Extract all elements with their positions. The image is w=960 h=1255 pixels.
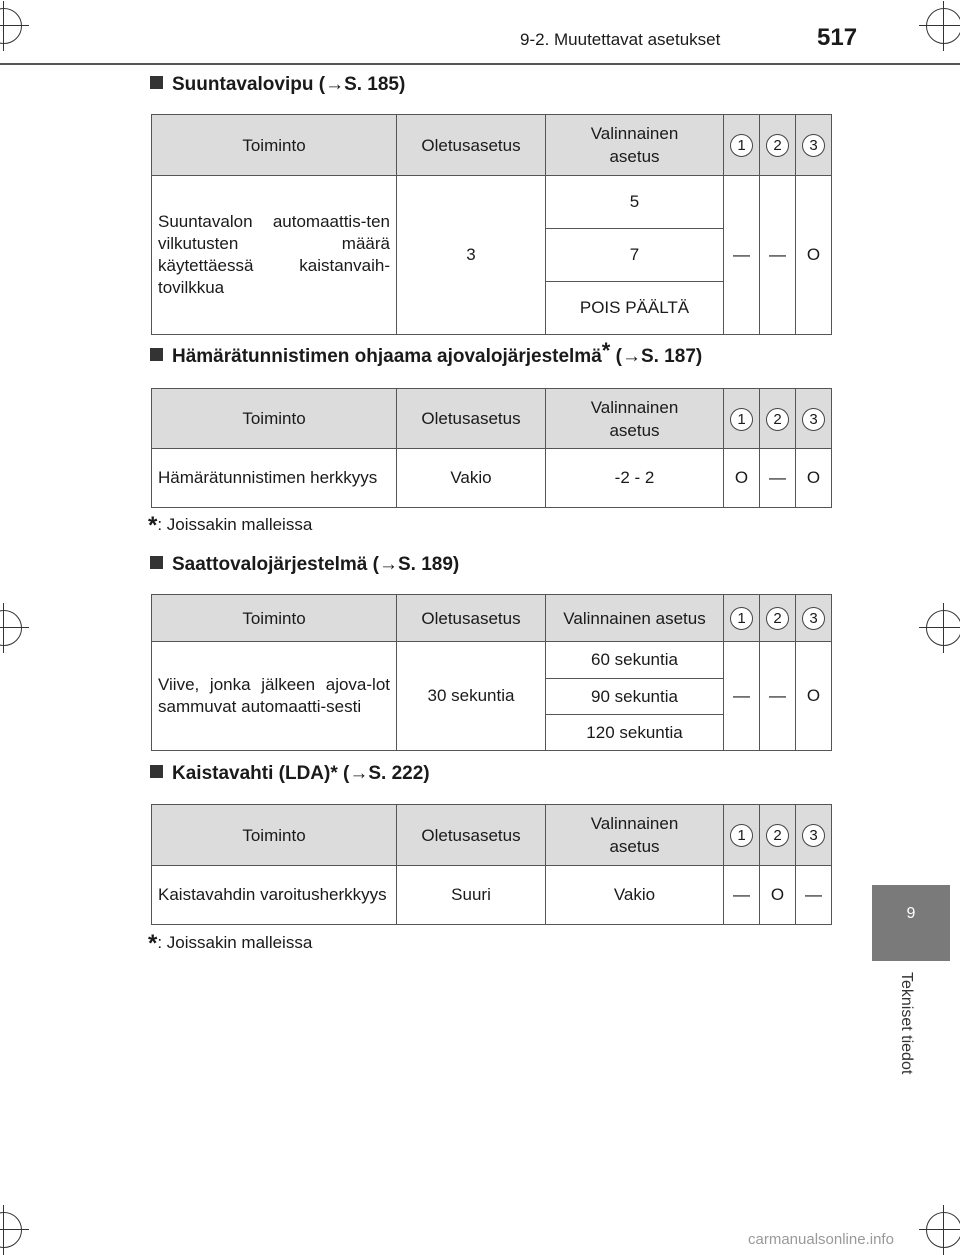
cell-default: 3 [397,176,546,335]
number-1-icon: 1 [730,607,753,630]
number-1-icon: 1 [730,408,753,431]
number-3-icon: 3 [802,408,825,431]
col-header-optional: Valinnainen asetus [546,389,724,449]
header-rule [0,63,960,65]
cell-function: Viive, jonka jälkeen ajova-lot sammuvat automaatti-sesti [152,642,397,751]
section-heading: Suuntavalovipu (→S. 185) [150,74,405,96]
col-header-function: Toiminto [152,389,397,449]
col-header-default: Oletusasetus [397,389,546,449]
number-3-icon: 3 [802,824,825,847]
watermark: carmanualsonline.info [748,1231,894,1248]
settings-table [151,388,832,508]
registration-mark-icon [926,8,960,44]
col-header-function: Toiminto [152,115,397,176]
registration-mark-icon [0,8,22,44]
cell-col3: O [796,642,832,751]
cell-function: Hämärätunnistimen herkkyys [152,449,397,508]
chapter-label: Tekniset tiedot [898,972,915,1075]
cell-col3: O [796,449,832,508]
settings-table [151,804,832,925]
number-1-icon: 1 [730,134,753,157]
cell-default: 30 sekuntia [397,642,546,751]
section-heading: Saattovalojärjestelmä (→S. 189) [150,554,459,576]
registration-mark-icon [926,610,960,646]
cell-col3: — [796,866,832,925]
cell-col3: O [796,176,832,335]
cell-col2: — [760,176,796,335]
cell-function: Suuntavalon automaattis-ten vilkutusten määrä käytettäessä kaistanvaih-tovilkkua [152,176,397,335]
header-section-title: 9-2. Muutettavat asetukset [520,30,721,49]
number-2-icon: 2 [766,824,789,847]
cell-default: Suuri [397,866,546,925]
page-number: 517 [817,24,858,51]
col-header-function: Toiminto [152,595,397,642]
number-3-icon: 3 [802,134,825,157]
cell-option: POIS PÄÄLTÄ [546,282,724,335]
col-header-default: Oletusasetus [397,595,546,642]
cell-option: 60 sekuntia [546,642,724,679]
settings-table [151,114,832,335]
square-bullet-icon [150,348,163,361]
col-header-default: Oletusasetus [397,115,546,176]
cell-default: Vakio [397,449,546,508]
col-header-optional: Valinnainen asetus [546,595,724,642]
cell-col1: — [724,642,760,751]
cell-option: 5 [546,176,724,229]
settings-table [151,594,832,751]
footnote: *: Joissakin malleissa [148,512,313,539]
registration-mark-icon [0,1212,22,1248]
cell-option: 7 [546,229,724,282]
cell-col2: O [760,866,796,925]
registration-mark-icon [0,610,22,646]
cell-col1: O [724,449,760,508]
cell-option: 120 sekuntia [546,715,724,751]
cell-col1: — [724,866,760,925]
cell-option: Vakio [546,866,724,925]
col-header-optional: Valinnainen asetus [546,805,724,866]
chapter-tab [872,885,950,961]
number-1-icon: 1 [730,824,753,847]
number-3-icon: 3 [802,607,825,630]
cell-option: -2 - 2 [546,449,724,508]
cell-col1: — [724,176,760,335]
cell-col2: — [760,449,796,508]
number-2-icon: 2 [766,408,789,431]
registration-mark-icon [926,1212,960,1248]
square-bullet-icon [150,765,163,778]
number-2-icon: 2 [766,134,789,157]
col-header-default: Oletusasetus [397,805,546,866]
col-header-function: Toiminto [152,805,397,866]
chapter-number: 9 [906,905,916,922]
section-heading: Hämärätunnistimen ohjaama ajovalojärjestelmä* (→S. 187) [150,346,702,368]
footnote: *: Joissakin malleissa [148,930,313,957]
cell-option: 90 sekuntia [546,679,724,715]
number-2-icon: 2 [766,607,789,630]
section-heading: Kaistavahti (LDA)* (→S. 222) [150,763,430,785]
square-bullet-icon [150,76,163,89]
cell-function: Kaistavahdin varoitusherkkyys [152,866,397,925]
col-header-optional: Valinnainen asetus [546,115,724,176]
cell-col2: — [760,642,796,751]
square-bullet-icon [150,556,163,569]
